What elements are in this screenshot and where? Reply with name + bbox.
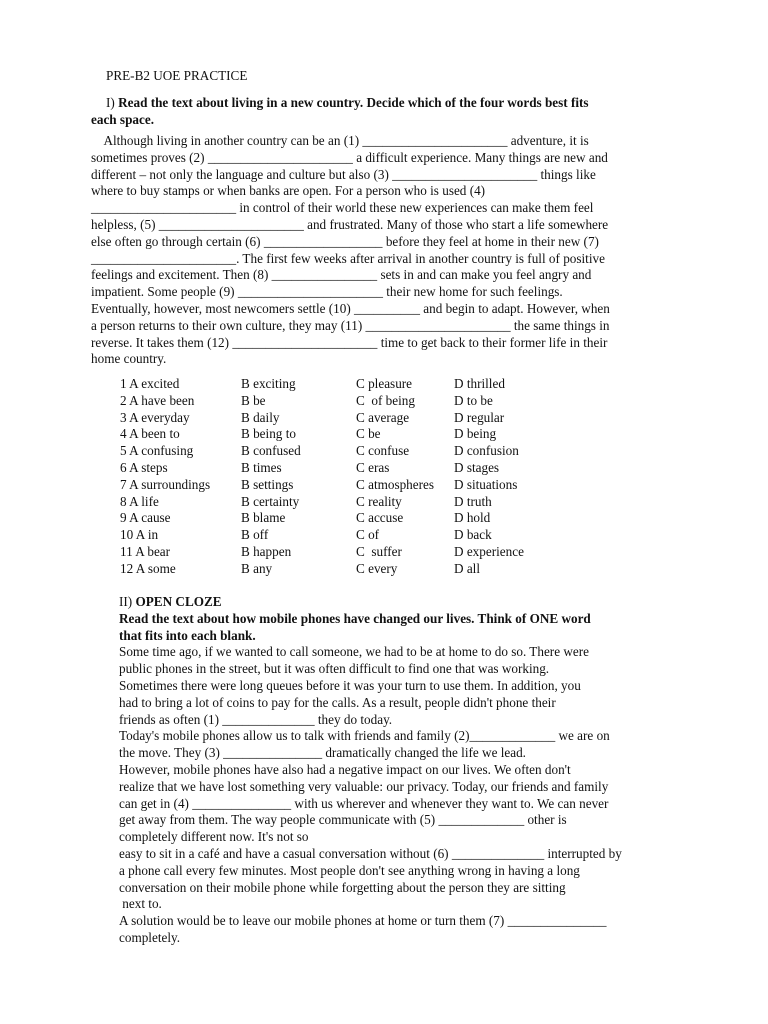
option-row [120,443,524,460]
option-b: B settings [241,476,294,492]
option-a: 12 A some [120,560,176,576]
option-a: 11 A bear [120,543,171,559]
passage2-line: Today's mobile phones allow us to talk with friends and family (2)_____________ we are on [119,728,610,744]
option-c: C average [356,409,410,425]
passage1-line: Eventually, however, most newcomers settle (10) __________ and begin to adapt. However, when [91,300,610,316]
section2-title: OPEN CLOZE [135,594,222,609]
option-row [120,410,524,427]
passage2-line: However, mobile phones have also had a negative impact on our lives. We often don't [119,761,571,777]
option-b: B off [241,527,269,543]
section2 [119,594,699,947]
option-row [120,460,524,477]
passage2-line: Sometimes there were long queues before it was your turn to use them. In addition, you [119,677,581,693]
option-b: B being to [241,426,296,442]
passage1-line: where to buy stamps or when banks are open. For a person who is used (4) [91,183,486,199]
option-d: D regular [454,409,505,425]
option-row [120,494,524,511]
passage2-line: easy to sit in a café and have a casual conversation without (6) ______________ interrupted by [119,845,622,861]
option-b: B daily [241,409,280,425]
option-row [120,376,524,393]
option-b: B confused [241,443,301,459]
option-c: C suffer [356,543,402,559]
option-row [120,477,524,494]
option-b: B be [241,392,266,408]
section1-number: I) [106,95,115,110]
passage1-line: helpless, (5) ______________________ and frustrated. Many of those who start a life somewhere [91,216,609,232]
option-c: C atmospheres [356,476,435,492]
passage2-line: a phone call every few minutes. Most people don't see anything wrong in having a long [119,862,580,878]
section2-instruction-line1: Read the text about how mobile phones have changed our lives. Think of ONE word [119,610,591,626]
option-a: 7 A surroundings [120,476,211,492]
passage2-line: public phones in the street, but it was often difficult to find one that was working. [119,661,550,677]
option-d: D being [454,426,497,442]
option-d: D back [454,527,492,543]
passage1-line: Although living in another country can be an (1) ______________________ adventure, it is [91,133,589,148]
option-c: C confuse [356,443,410,459]
option-b: B certainty [241,493,300,509]
passage2-line: A solution would be to leave our mobile phones at home or turn them (7) _______________ [119,913,607,929]
option-d: D situations [454,476,518,492]
option-a: 4 A been to [120,426,180,442]
passage2-line: completely different now. It's not so [119,829,309,845]
passage2-line: Some time ago, if we wanted to call someone, we had to be at home to do so. There were [119,644,589,660]
passage2-line: had to bring a lot of coins to pay for the calls. As a result, people didn't phone their [119,694,556,710]
option-b: B happen [241,543,292,559]
option-d: D hold [454,510,491,526]
option-a: 9 A cause [120,510,171,526]
passage2-line: friends as often (1) ______________ they do today. [119,711,393,727]
passage2-line: realize that we have lost something very valuable: our privacy. Today, our friends and family [119,778,609,794]
option-d: D thrilled [454,376,505,391]
option-a: 2 A have been [120,392,195,408]
option-a: 8 A life [120,493,159,509]
passage1-line: else often go through certain (6) __________________ before they feel at home in their new (7) [91,233,599,249]
passage1-line: ______________________ in control of their world these new experiences can make them feel [91,200,594,216]
passage2-line: next to. [119,896,162,912]
passage1-line: reverse. It takes them (12) ______________________ time to get back to their former life in their [91,334,608,350]
worksheet-header: PRE-B2 UOE PRACTICE [106,68,248,83]
option-a: 3 A everyday [120,409,190,425]
section1-passage [91,133,681,368]
section1-instruction-line1: Read the text about living in a new country. Decide which of the four words best fits [118,95,589,110]
section2-number: II) [119,594,133,609]
option-row [120,561,524,578]
section1-instruction [91,95,681,129]
option-d: D all [454,560,481,576]
passage1-line: ______________________. The first few weeks after arrival in another country is full of positive [91,250,605,266]
option-a: 1 A excited [120,376,180,391]
option-d: D to be [454,392,493,408]
option-b: B times [241,459,282,475]
passage2-line: completely. [119,929,181,945]
option-d: D confusion [454,443,519,459]
option-c: C of [356,527,380,543]
option-row [120,510,524,527]
option-d: D stages [454,459,500,475]
option-c: C eras [356,459,390,475]
option-b: B any [241,560,273,576]
option-d: D truth [454,493,492,509]
passage1-line: home country. [91,351,167,367]
option-c: C be [356,426,381,442]
passage2-line: the move. They (3) _______________ dramatically changed the life we lead. [119,745,526,761]
option-c: C accuse [356,510,404,526]
passage1-line: different – not only the language and culture but also (3) ______________________ things like [91,166,596,182]
passage2-line: can get in (4) _______________ with us wherever and whenever they want to. We can never [119,795,609,811]
option-a: 10 A in [120,527,159,543]
option-row [120,527,524,544]
option-b: B exciting [241,376,296,391]
option-row [120,544,524,561]
passage1-line: impatient. Some people (9) ______________________ their new home for such feelings. [91,284,563,300]
passage1-line: feelings and excitement. Then (8) ________________ sets in and can make you feel angry and [91,267,592,283]
passage2-line: conversation on their mobile phone while forgetting about the person they are sitting [119,879,566,895]
option-d: D experience [454,543,524,559]
option-row [120,426,524,443]
answer-options-table [120,376,524,578]
passage2-line: get away from them. The way people communicate with (5) _____________ other is [119,812,567,828]
option-a: 6 A steps [120,459,168,475]
option-c: C pleasure [356,376,413,391]
option-c: C reality [356,493,402,509]
section2-instruction-line2: that fits into each blank. [119,627,256,643]
option-row [120,393,524,410]
passage1-line: sometimes proves (2) ______________________ a difficult experience. Many things are new and [91,149,608,165]
section1-instruction-line2: each space. [91,111,154,127]
option-a: 5 A confusing [120,443,194,459]
option-b: B blame [241,510,286,526]
passage1-line: a person returns to their own culture, they may (11) ______________________ the same things in [91,317,610,333]
option-c: C every [356,560,398,576]
option-c: C of being [356,392,415,408]
